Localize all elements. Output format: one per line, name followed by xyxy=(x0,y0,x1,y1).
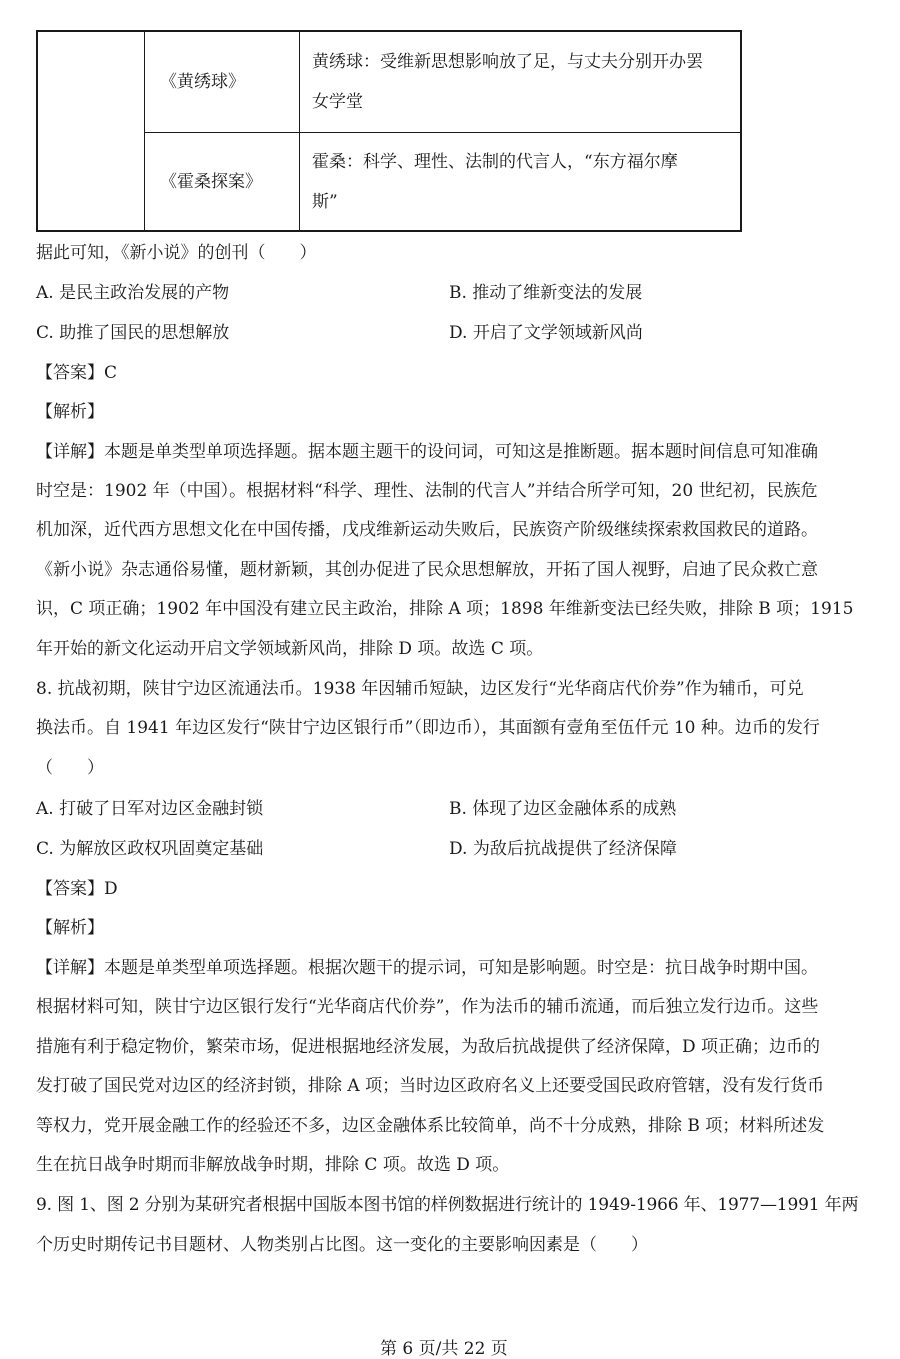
q9-stem-line: 个历史时期传记书目题材、人物类别占比图。这一变化的主要影响因素是（ ） xyxy=(36,1235,648,1255)
q7-detail-line: 时空是：1902 年（中国）。根据材料“科学、理性、法制的代言人”并结合所学可知，20 世纪初，民族危 xyxy=(36,481,818,501)
q8-detail-line: 等权力，党开展金融工作的经验还不多，边区金融体系比较简单，尚不十分成熟，排除 B 项；材料所述发 xyxy=(36,1116,825,1136)
q7-answer: 【答案】C xyxy=(36,363,118,383)
material-table xyxy=(36,30,742,232)
q8-stem-line: 8. 抗战初期，陕甘宁边区流通法币。1938 年因辅币短缺，边区发行“光华商店代价券”作为辅币，可兑 xyxy=(36,679,804,699)
q7-detail-line: 《新小说》杂志通俗易懂，题材新颖，其创办促进了民众思想解放，开拓了国人视野，启迪了民众救亡意 xyxy=(36,560,818,580)
table-col-divider xyxy=(144,32,145,230)
q8-detail-line: 生在抗日战争时期而非解放战争时期，排除 C 项。故选 D 项。 xyxy=(36,1155,510,1175)
q8-analysis-label: 【解析】 xyxy=(36,918,104,938)
table-cell-work: 《霍桑探案》 xyxy=(160,172,262,192)
table-cell-desc: 女学堂 xyxy=(312,92,363,112)
q9-stem-line: 9. 图 1、图 2 分别为某研究者根据中国版本图书馆的样例数据进行统计的 1949-1966 年、1977—1991 年两 xyxy=(36,1195,859,1215)
q8-detail-line: 根据材料可知，陕甘宁边区银行发行“光华商店代价券”，作为法币的辅币流通，而后独立发行边币。这些 xyxy=(36,997,819,1017)
q7-option-c: C. 助推了国民的思想解放 xyxy=(36,323,230,343)
q7-analysis-label: 【解析】 xyxy=(36,402,104,422)
q8-stem-line: （ ） xyxy=(36,758,104,778)
q8-answer: 【答案】D xyxy=(36,879,118,899)
q8-stem-line: 换法币。自 1941 年边区发行“陕甘宁边区银行币”（即边币），其面额有壹角至伍仟元 10 种。边币的发行 xyxy=(36,718,820,738)
q7-option-a: A. 是民主政治发展的产物 xyxy=(36,283,230,303)
q8-option-a: A. 打破了日军对边区金融封锁 xyxy=(36,799,264,819)
q8-detail-line: 措施有利于稳定物价，繁荣市场，促进根据地经济发展，为敌后抗战提供了经济保障，D 项正确；边币的 xyxy=(36,1037,821,1057)
q7-detail-line: 机加深，近代西方思想文化在中国传播，戊戌维新运动失败后，民族资产阶级继续探索救国救民的道路。 xyxy=(36,520,818,540)
q8-detail-line: 发打破了国民党对边区的经济封锁，排除 A 项；当时边区政府名义上还要受国民政府管辖，没有发行货币 xyxy=(36,1076,825,1096)
q7-detail-line: 识，C 项正确；1902 年中国没有建立民主政治，排除 A 项；1898 年维新变法已经失败，排除 B 项；1915 xyxy=(36,599,854,619)
page-footer: 第 6 页/共 22 页 xyxy=(380,1339,508,1359)
q8-option-b: B. 体现了边区金融体系的成熟 xyxy=(449,799,677,819)
q8-detail-line: 【详解】本题是单类型单项选择题。根据次题干的提示词，可知是影响题。时空是：抗日战争时期中国。 xyxy=(36,958,818,978)
q7-detail-line: 【详解】本题是单类型单项选择题。据本题主题干的设问词，可知这是推断题。据本题时间信息可知准确 xyxy=(36,442,818,462)
q7-detail-line: 年开始的新文化运动开启文学领域新风尚，排除 D 项。故选 C 项。 xyxy=(36,639,544,659)
q8-option-d: D. 为敌后抗战提供了经济保障 xyxy=(449,839,677,859)
table-cell-work: 《黄绣球》 xyxy=(160,72,245,92)
q7-option-b: B. 推动了维新变法的发展 xyxy=(449,283,643,303)
table-cell-desc: 斯” xyxy=(312,192,338,212)
table-col-divider xyxy=(299,32,300,230)
q7-option-d: D. 开启了文学领域新风尚 xyxy=(449,323,643,343)
q8-option-c: C. 为解放区政权巩固奠定基础 xyxy=(36,839,264,859)
table-row-divider xyxy=(144,132,740,133)
table-cell-desc: 黄绣球：受维新思想影响放了足，与丈夫分别开办罢 xyxy=(312,52,703,72)
q7-stem: 据此可知，《新小说》的创刊（ ） xyxy=(36,243,317,263)
table-cell-desc: 霍桑：科学、理性、法制的代言人，“东方福尔摩 xyxy=(312,152,678,172)
